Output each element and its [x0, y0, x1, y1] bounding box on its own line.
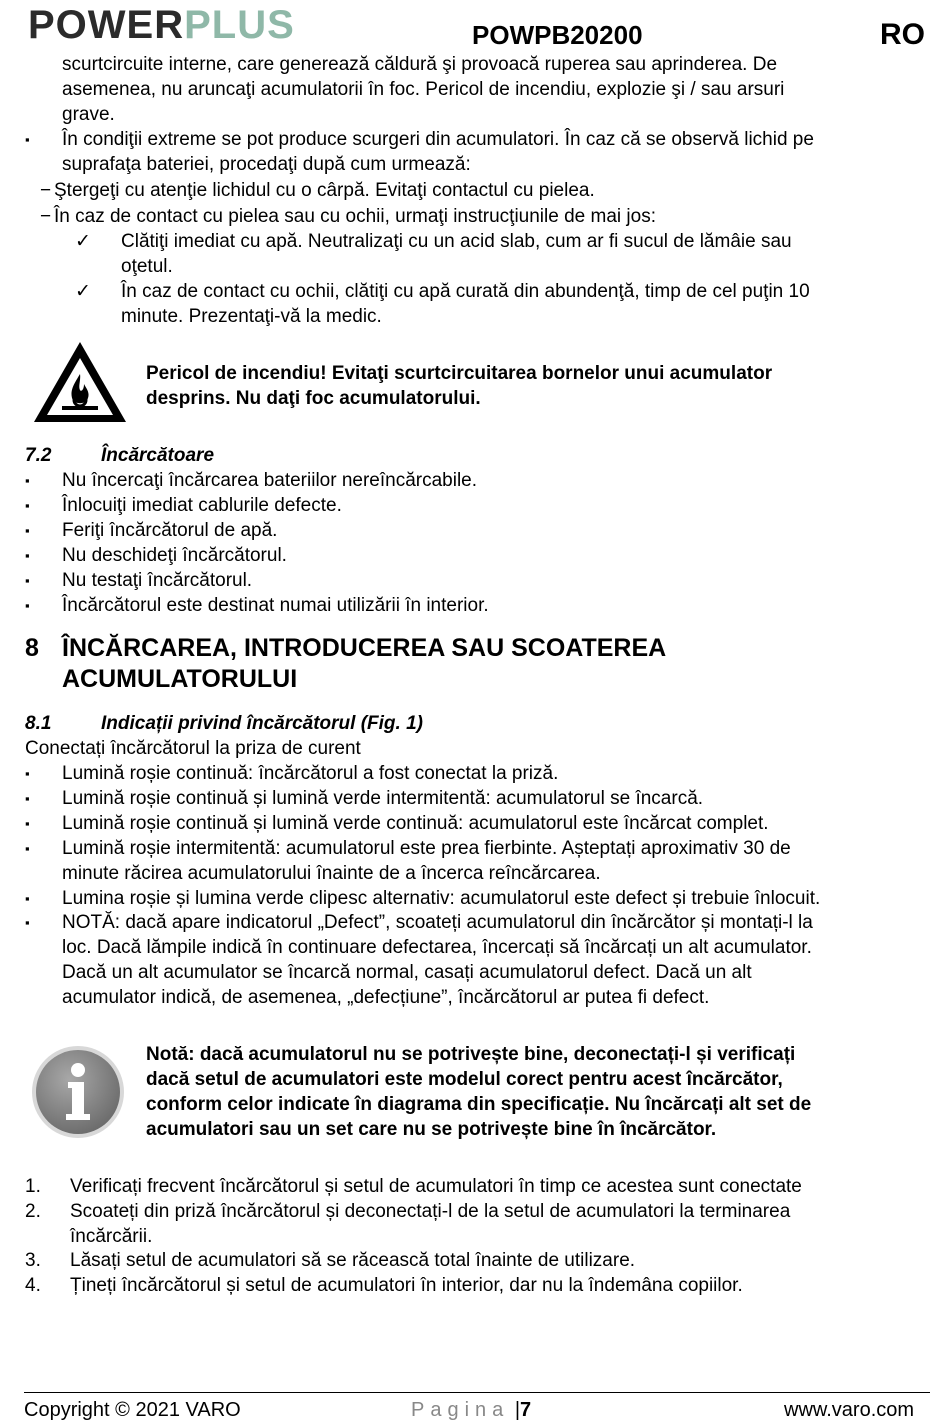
section-number: 8.1	[25, 713, 52, 734]
check-item-line: În caz de contact cu ochii, clătiţi cu apă curată din abundenţă, timp de cel puţin 10	[121, 281, 810, 302]
intro-cont-line: scurtcircuite interne, care generează căldură şi provoacă ruperea sau aprinderea. De	[62, 54, 778, 75]
check-item-line: Clătiţi imediat cu apă. Neutralizaţi cu un acid slab, cum ar fi sucul de lămâie sau	[121, 231, 792, 252]
numbered-item: Scoateți din priză încărcătorul și deconectați-l de la setul de acumulatori la terminarea	[70, 1201, 791, 1222]
list-number: 4.	[25, 1275, 41, 1296]
bullet-icon: ▪	[25, 915, 30, 930]
list-item: Lumina roșie și lumina verde clipesc alternativ: acumulatorul este defect și trebuie înlocuit.	[62, 888, 821, 909]
intro-cont-line: asemenea, nu aruncaţi acumulatorii în foc. Pericol de incendiu, explozie şi / sau arsuri	[62, 79, 785, 100]
bullet-icon: ▪	[25, 816, 30, 831]
checkmark-icon: ✓	[75, 231, 91, 252]
dash-icon: −	[40, 180, 52, 201]
numbered-item: Verificați frecvent încărcătorul și setul de acumulatori în timp ce acestea sunt conectate	[70, 1176, 802, 1197]
list-item: Feriţi încărcătorul de apă.	[62, 520, 278, 541]
checkmark-icon: ✓	[75, 281, 91, 302]
list-item: Lumină roșie continuă și lumină verde intermitentă: acumulatorul se încarcă.	[62, 788, 704, 809]
section-title: Indicații privind încărcătorul (Fig. 1)	[101, 713, 423, 734]
chapter-number: 8	[25, 634, 39, 662]
section-intro: Conectați încărcătorul la priza de curent	[25, 738, 361, 759]
check-item-line: oţetul.	[121, 256, 173, 277]
bullet-icon: ▪	[25, 766, 30, 781]
page-indicator	[411, 1398, 531, 1422]
list-item: Nu testaţi încărcătorul.	[62, 570, 253, 591]
list-item: Încărcătorul este destinat numai utilizării în interior.	[62, 595, 489, 616]
fire-hazard-triangle-icon	[30, 338, 130, 426]
chapter-title-line: ÎNCĂRCAREA, INTRODUCEREA SAU SCOATEREA	[62, 634, 667, 662]
bullet-icon: ▪	[25, 498, 30, 513]
note-line: acumulatori sau un set care nu se potrivește bine în încărcător.	[146, 1119, 717, 1140]
page-separator: |	[514, 1399, 521, 1421]
numbered-item: încărcării.	[70, 1226, 153, 1247]
check-item-line: minute. Prezentaţi-vă la medic.	[121, 306, 382, 327]
intro-cont-line: grave.	[62, 104, 115, 125]
list-item: loc. Dacă lămpile indică în continuare defectarea, încercați să încărcați un alt acumulator.	[62, 937, 812, 958]
brand-logo: POWERPLUS	[28, 3, 295, 47]
bullet-icon: ▪	[25, 891, 30, 906]
website-link: www.varo.com	[784, 1399, 915, 1421]
bullet-icon: ▪	[25, 841, 30, 856]
list-item: Lumină roșie continuă și lumină verde continuă: acumulatorul este încărcat complet.	[62, 813, 769, 834]
page-number: 7	[520, 1399, 532, 1421]
list-item: minute răcirea acumulatorului înainte de a încerca reîncărcarea.	[62, 863, 601, 884]
numbered-item: Lăsați setul de acumulatori să se răcească total înainte de utilizare.	[70, 1250, 636, 1271]
note-line: dacă setul de acumulatori este modelul corect pentru acest încărcător,	[146, 1069, 783, 1090]
list-item: NOTĂ: dacă apare indicatorul „Defect”, scoateți acumulatorul din încărcător și montați-l la	[62, 912, 813, 933]
language-code: RO	[880, 18, 925, 51]
list-item: Lumină roșie continuă: încărcătorul a fost conectat la priză.	[62, 763, 559, 784]
footer-divider	[24, 1392, 930, 1393]
list-item: Nu deschideţi încărcătorul.	[62, 545, 287, 566]
list-item: Dacă un alt acumulator se încarcă normal, casați acumulatorul defect. Dacă un alt	[62, 962, 752, 983]
dash-item: În caz de contact cu pielea sau cu ochii, urmaţi instrucţiunile de mai jos:	[54, 206, 656, 227]
dash-icon: −	[40, 206, 52, 227]
model-number: POWPB20200	[472, 20, 643, 50]
note-line: conform celor indicate în diagrama din specificație. Nu încărcați alt set de	[146, 1094, 812, 1115]
list-item: acumulator indică, de asemenea, „defecțiune”, încărcătorul ar putea fi defect.	[62, 987, 710, 1008]
list-number: 2.	[25, 1201, 41, 1222]
bullet-icon: ▪	[25, 791, 30, 806]
copyright: Copyright © 2021 VARO	[24, 1399, 241, 1421]
fire-warning-line: desprins. Nu daţi foc acumulatorului.	[146, 388, 481, 409]
page-label: Pagina	[411, 1399, 510, 1421]
note-line: Notă: dacă acumulatorul nu se potrivește bine, deconectați-l și verificați	[146, 1044, 796, 1065]
list-item: Lumină roșie intermitentă: acumulatorul este prea fierbinte. Așteptați aproximativ 30 de	[62, 838, 791, 859]
list-item: Înlocuiţi imediat cablurile defecte.	[62, 495, 342, 516]
list-item: Nu încercaţi încărcarea bateriilor nereîncărcabile.	[62, 470, 478, 491]
fire-warning-line: Pericol de incendiu! Evitaţi scurtcircuitarea bornelor unui acumulator	[146, 363, 773, 384]
leak-line: În condiţii extreme se pot produce scurgeri din acumulatori. În caz că se observă lichid pe	[62, 129, 814, 150]
list-number: 3.	[25, 1250, 41, 1271]
section-title: Încărcătoare	[101, 445, 215, 466]
bullet-icon: ▪	[25, 473, 30, 488]
bullet-icon: ▪	[25, 548, 30, 563]
bullet-icon: ▪	[25, 573, 30, 588]
section-number: 7.2	[25, 445, 52, 466]
bullet-icon: ▪	[25, 523, 30, 538]
bullet-icon: ▪	[25, 598, 30, 613]
leak-line: suprafaţa bateriei, procedaţi după cum urmează:	[62, 154, 471, 175]
dash-item: Ştergeţi cu atenţie lichidul cu o cârpă. Evitaţi contactul cu pielea.	[54, 180, 595, 201]
chapter-title-line: ACUMULATORULUI	[62, 665, 298, 693]
list-number: 1.	[25, 1176, 41, 1197]
info-circle-icon	[30, 1044, 126, 1140]
numbered-item: Țineți încărcătorul și setul de acumulatori în interior, dar nu la îndemâna copiilor.	[70, 1275, 743, 1296]
bullet-icon: ▪	[25, 132, 30, 147]
